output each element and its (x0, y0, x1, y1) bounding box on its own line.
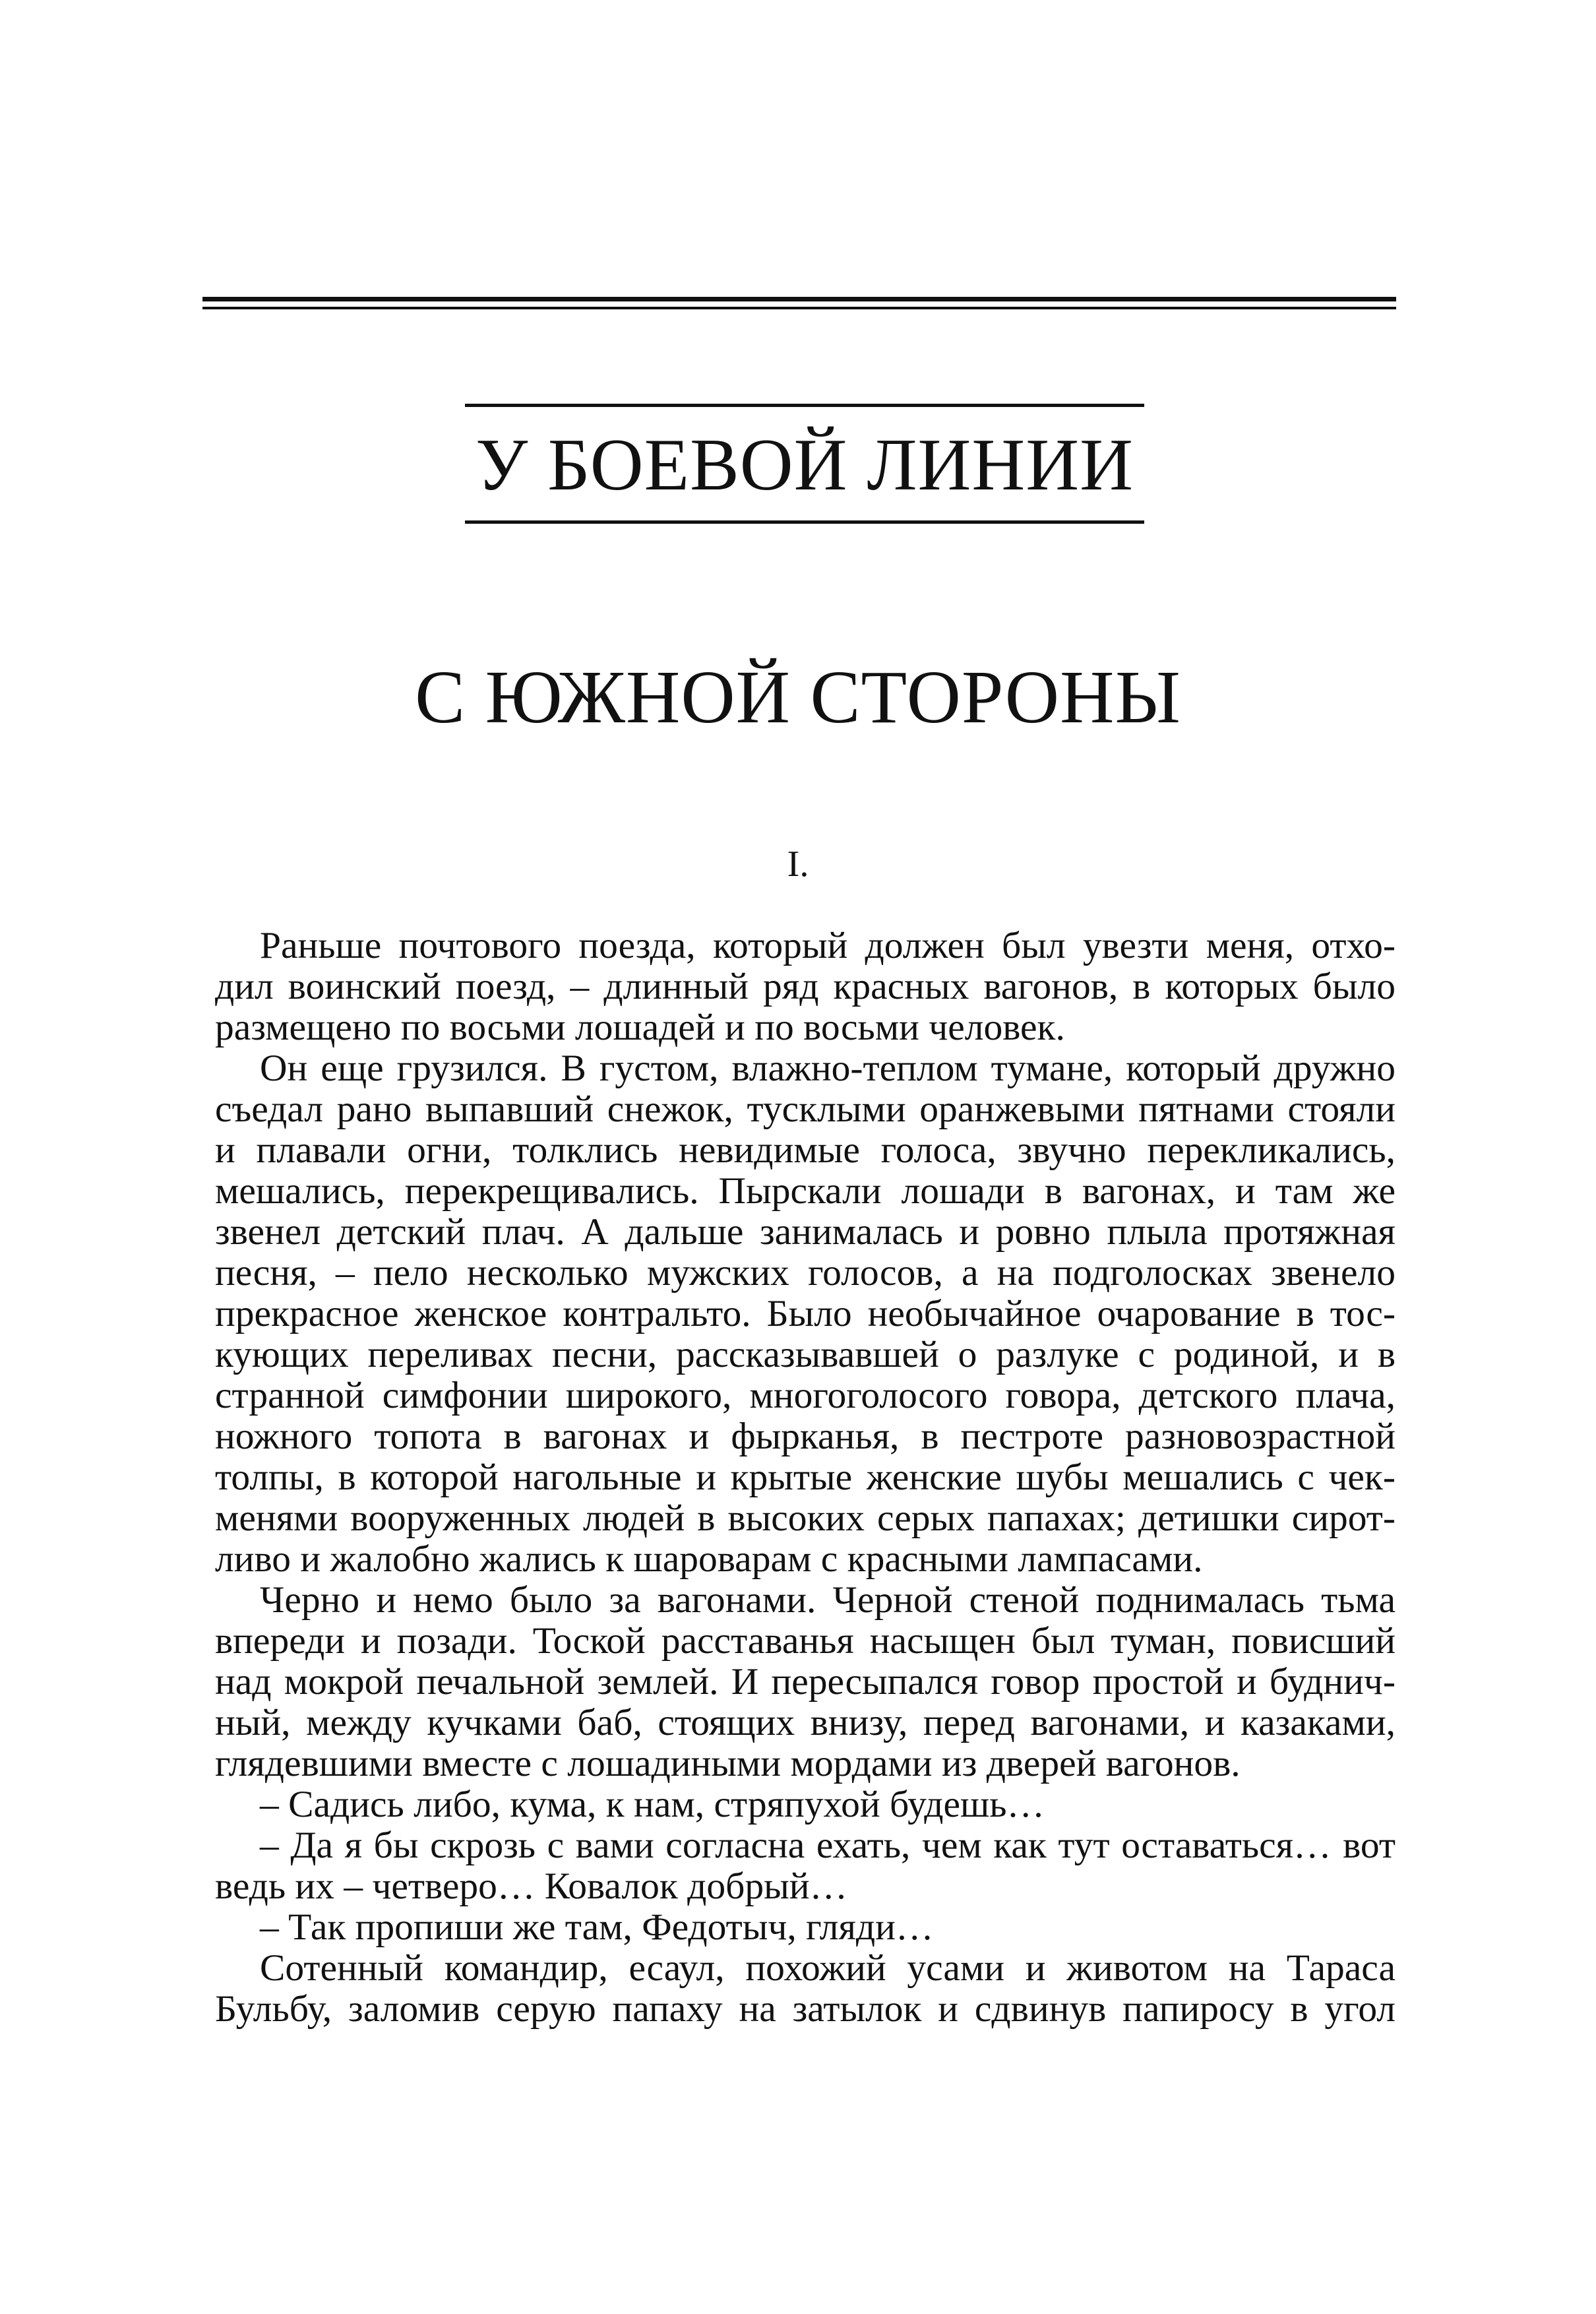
header-double-rule (202, 297, 1396, 309)
section-title: У БОЕВОЙ ЛИНИИ (475, 424, 1134, 506)
text-line: дил воинский поезд, – длинный ряд красных вагонов, в которых было (215, 966, 1396, 1007)
body-text (215, 925, 1396, 2030)
text-line: впереди и позади. Тоской расставанья насыщен был туман, повисший (215, 1620, 1396, 1662)
text-line: – Садись либо, кума, к нам, стряпухой будешь… (260, 1784, 1045, 1825)
header-rule-thick (202, 297, 1396, 301)
text-line: – Да я бы скрозь с вами согласна ехать, чем как тут оставаться… вот (260, 1825, 1396, 1866)
text-line: размещено по восьми лошадей и по восьми человек. (215, 1007, 1065, 1048)
text-line: ведь их – четверо… Ковалок добрый… (215, 1865, 848, 1907)
text-line: Он еще грузился. В густом, влажно-теплом тумане, который дружно (260, 1048, 1396, 1089)
text-line: Раньше почтового поезда, который должен был увезти меня, отхо- (260, 925, 1396, 966)
text-line: глядевшими вместе с лошадиными мордами из дверей вагонов. (215, 1743, 1241, 1784)
text-line: звенел детский плач. А дальше занималась и ровно плыла протяжная (215, 1211, 1396, 1253)
text-line: и плавали огни, толклись невидимые голоса, звучно перекликались, (215, 1129, 1396, 1171)
text-line: мешались, перекрещивались. Пырскали лошади в вагонах, и там же (215, 1170, 1396, 1212)
text-line: странной симфонии широкого, многоголосого говора, детского плача, (215, 1375, 1396, 1416)
text-line: Бульбу, заломив серую папаху на затылок и сдвинув папиросу в угол (215, 1988, 1396, 2030)
text-line: прекрасное женское контральто. Было необычайное очарование в тос- (215, 1293, 1396, 1334)
chapter-number: I. (787, 844, 809, 885)
text-line: песня, – пело несколько мужских голосов, а на подголосках звенело (215, 1252, 1396, 1294)
section-heading-block (465, 404, 1144, 524)
text-line: над мокрой печальной землей. И пересыпался говор простой и буднич- (215, 1661, 1396, 1703)
text-line: толпы, в которой нагольные и крытые женские шубы мешались с чек- (215, 1456, 1396, 1498)
text-line: менями вооруженных людей в высоких серых папахах; детишки сирот- (215, 1497, 1396, 1539)
text-line: ный, между кучками баб, стоящих внизу, перед вагонами, и казаками, (215, 1702, 1396, 1743)
section-rule-bottom (465, 520, 1144, 524)
text-line: ножного топота в вагонах и фырканья, в пестроте разновозрастной (215, 1416, 1396, 1457)
text-line: Черно и немо было за вагонами. Черной стеной поднималась тьма (260, 1579, 1396, 1621)
text-line: кующих переливах песни, рассказывавшей о разлуке с родиной, и в (215, 1334, 1396, 1375)
text-line: ливо и жалобно жались к шароварам с красными лампасами. (215, 1538, 1203, 1580)
text-line: Сотенный командир, есаул, похожий усами и животом на Тараса (260, 1947, 1396, 1989)
text-line: – Так пропиши же там, Федотыч, гляди… (260, 1906, 934, 1948)
header-rule-thin (202, 307, 1396, 309)
text-line: съедал рано выпавший снежок, тусклыми оранжевыми пятнами стояли (215, 1088, 1396, 1130)
story-title: С ЮЖНОЙ СТОРОНЫ (415, 655, 1181, 739)
section-rule-top (465, 404, 1144, 407)
